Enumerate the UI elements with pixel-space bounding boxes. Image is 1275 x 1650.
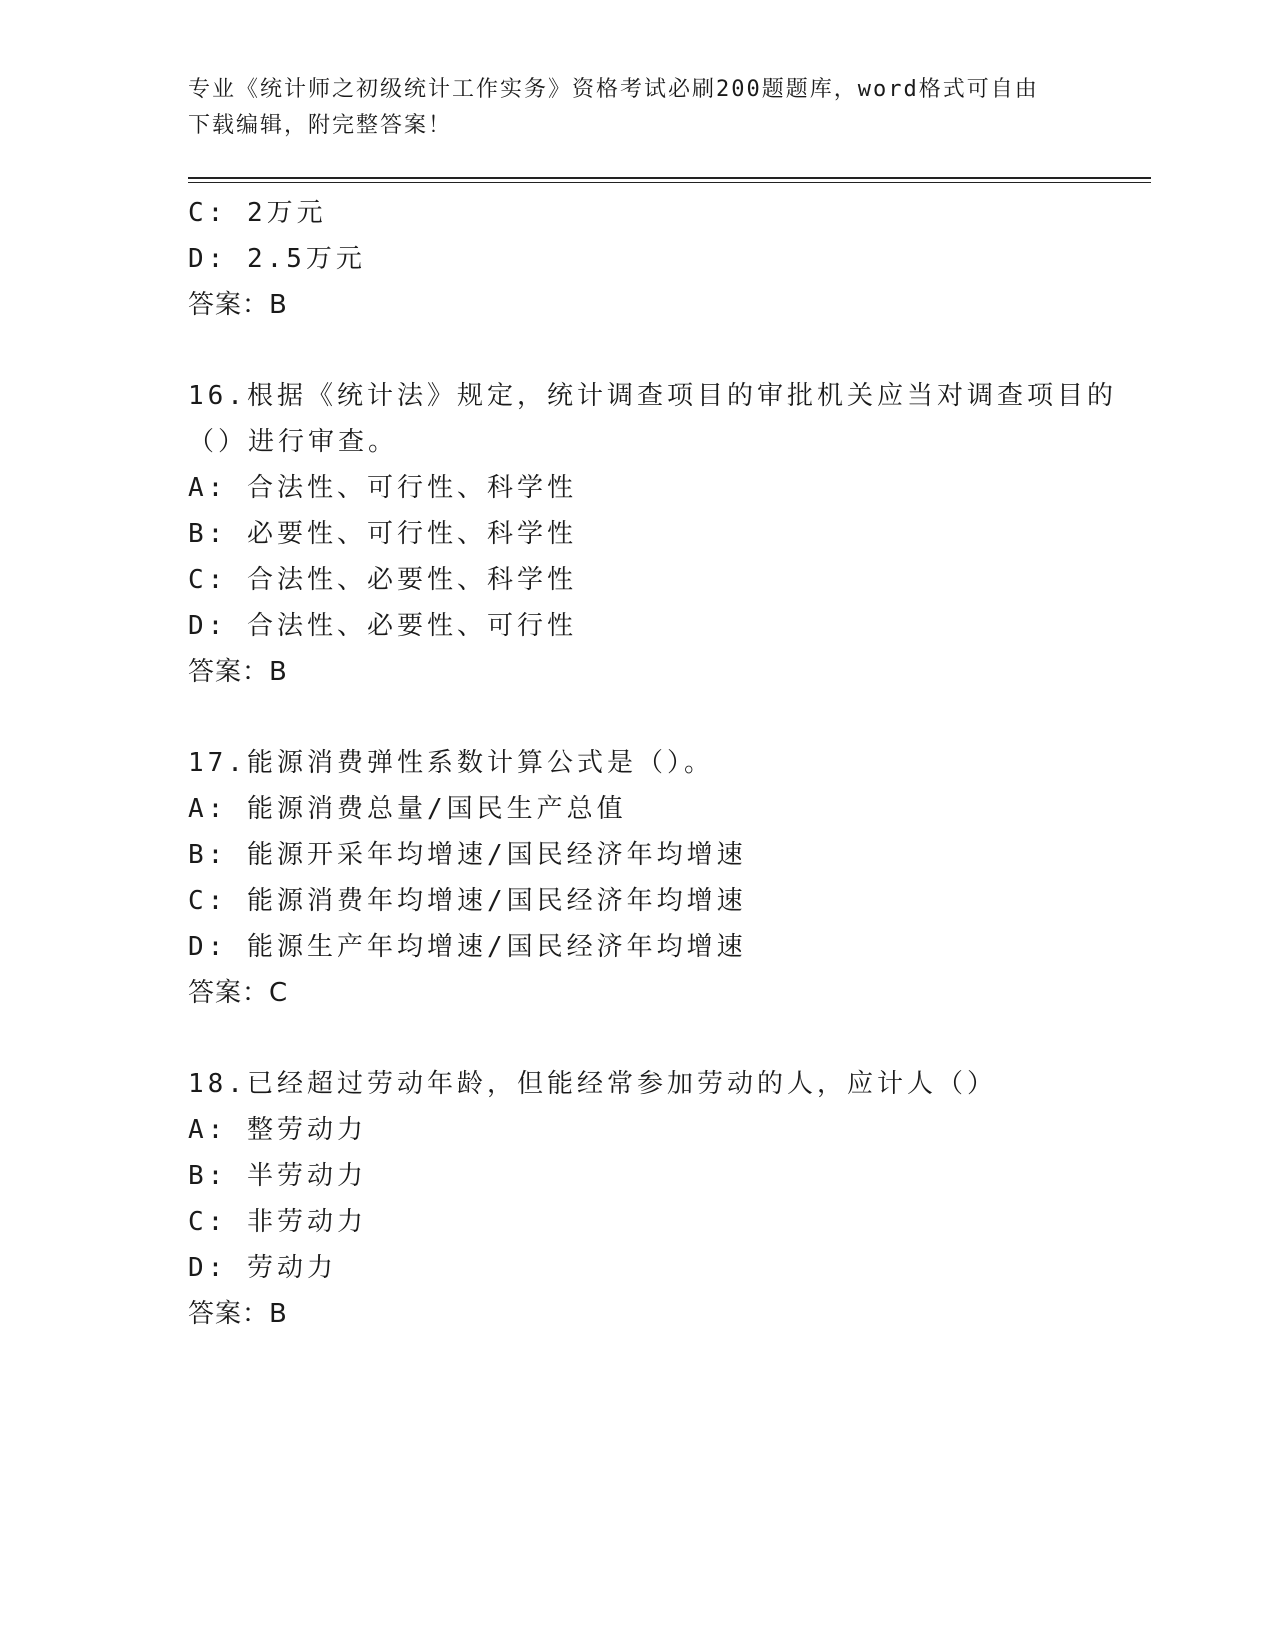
header-line-2: 下载编辑，附完整答案！ <box>188 113 453 138</box>
option-b: B: 能源开采年均增速/国民经济年均增速 <box>188 840 747 870</box>
option-d: D: 合法性、必要性、可行性 <box>188 611 577 641</box>
header-rule-thin <box>188 182 1151 183</box>
option-a: A: 整劳动力 <box>188 1115 367 1145</box>
option-c: C: 能源消费年均增速/国民经济年均增速 <box>188 886 747 916</box>
header-rule-thick <box>188 177 1151 179</box>
option-c: C: 合法性、必要性、科学性 <box>188 565 577 595</box>
question-stem: 16.根据《统计法》规定，统计调查项目的审批机关应当对调查项目的 <box>188 381 1117 411</box>
option-a: A: 合法性、可行性、科学性 <box>188 473 577 503</box>
spacer <box>188 695 1148 740</box>
question-stem-continued: （）进行审查。 <box>188 427 399 457</box>
question-block-prev <box>188 190 1148 328</box>
answer-line: 答案：B <box>188 290 288 320</box>
spacer <box>188 328 1148 373</box>
option-d: D: 能源生产年均增速/国民经济年均增速 <box>188 932 747 962</box>
option-b: B: 必要性、可行性、科学性 <box>188 519 577 549</box>
option-c: C: 非劳动力 <box>188 1207 367 1237</box>
question-block-17 <box>188 740 1148 1016</box>
option-b: B: 半劳动力 <box>188 1161 367 1191</box>
question-stem: 18.已经超过劳动年龄，但能经常参加劳动的人，应计人（） <box>188 1069 997 1099</box>
answer-line: 答案：B <box>188 1299 288 1329</box>
question-block-18 <box>188 1061 1148 1337</box>
option-d: D: 2.5万元 <box>188 244 366 274</box>
option-d: D: 劳动力 <box>188 1253 337 1283</box>
question-block-16 <box>188 373 1148 695</box>
document-header <box>188 72 1088 144</box>
answer-line: 答案：C <box>188 978 289 1008</box>
header-line-1: 专业《统计师之初级统计工作实务》资格考试必刷200题题库，word格式可自由 <box>188 77 1039 102</box>
answer-line: 答案：B <box>188 657 288 687</box>
question-stem: 17.能源消费弹性系数计算公式是（）。 <box>188 748 714 778</box>
spacer <box>188 1016 1148 1061</box>
option-a: A: 能源消费总量/国民生产总值 <box>188 794 627 824</box>
option-c: C: 2万元 <box>188 198 327 228</box>
question-list <box>188 190 1148 1337</box>
